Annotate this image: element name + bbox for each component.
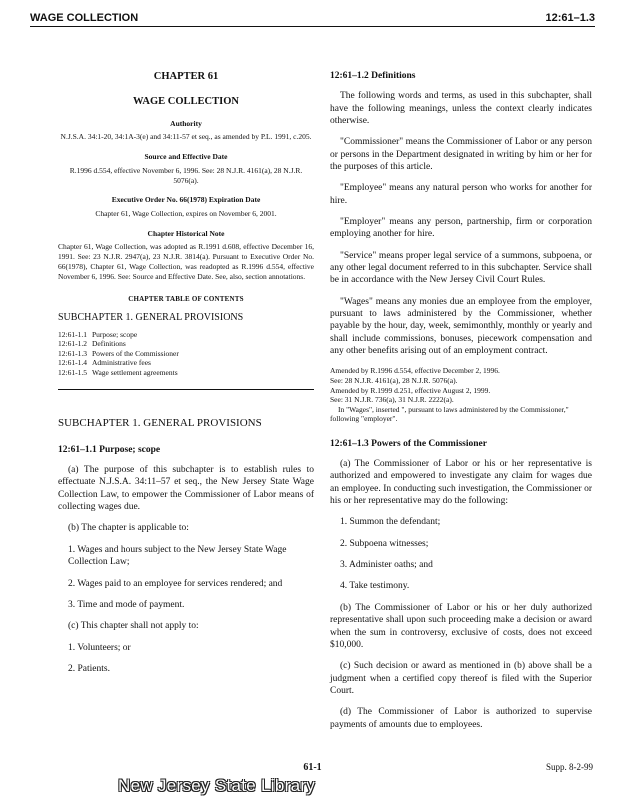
- section-1-1-heading: 12:61–1.1 Purpose; scope: [58, 444, 161, 455]
- toc-entry[interactable]: 12:61-1.1 Purpose; scope: [58, 330, 138, 339]
- section-1-1-b3: 3. Time and mode of payment.: [68, 599, 185, 610]
- header-title: WAGE COLLECTION: [30, 12, 139, 24]
- section-1-3-c: (c) Such decision or award as mentioned in (b) above shall be a judgment when a certified copy thereof is filed with the Superior Court.: [330, 661, 592, 696]
- toc-entry[interactable]: 12:61-1.3 Powers of the Commissioner: [58, 348, 179, 358]
- history-heading: Chapter Historical Note: [147, 228, 225, 238]
- table-of-contents: [58, 330, 314, 377]
- section-1-3-a: (a) The Commissioner of Labor or his or her representative is authorized and empowered to investigate any claim for wages due an employee. In conducting such investigation, the Commissioner or his or her representative may do the following:: [330, 459, 592, 507]
- exec-order-text: Chapter 61, Wage Collection, expires on November 6, 2001.: [95, 208, 277, 218]
- toc-heading: CHAPTER TABLE OF CONTENTS: [128, 295, 244, 304]
- page-number: 61-1: [303, 762, 322, 773]
- source-heading: Source and Effective Date: [144, 152, 228, 162]
- section-divider: [58, 389, 314, 390]
- section-1-1-b1: 1. Wages and hours subject to the New Jersey State Wage Collection Law;: [68, 544, 287, 568]
- section-1-1-b2: 2. Wages paid to an employee for services rendered; and: [68, 578, 283, 589]
- source-text: R.1996 d.554, effective November 6, 1996. See: 28 N.J.R. 4161(a), 28 N.J.R. 5076(a).: [69, 165, 303, 185]
- section-1-1-c2: 2. Patients.: [68, 663, 110, 674]
- supplement-date: Supp. 8-2-99: [546, 762, 593, 772]
- definitions-intro: The following words and terms, as used in this subchapter, shall have the following meanings, unless the context clearly indicates otherwise.: [330, 91, 592, 126]
- chapter-title: CHAPTER 61: [153, 71, 219, 82]
- section-1-1-c: (c) This chapter shall not apply to:: [68, 621, 199, 632]
- definition-employee: "Employee" means any natural person who works for another for hire.: [330, 183, 592, 206]
- section-1-3-a1: 1. Summon the defendant;: [340, 517, 441, 528]
- subchapter-heading: SUBCHAPTER 1. GENERAL PROVISIONS: [58, 416, 262, 429]
- toc-entry[interactable]: 12:61-1.2 Definitions: [58, 339, 126, 349]
- authority-heading: Authority: [170, 118, 202, 128]
- toc-entry[interactable]: 12:61-1.4 Administrative fees: [58, 358, 151, 368]
- definition-service: "Service" means proper legal service of a summons, subpoena, or any other legal document referred to in this subchapter. Service shall be in accordance with the New Jersey Civil Court Rules.: [330, 250, 592, 286]
- left-column: [58, 70, 314, 684]
- header-section: 12:61–1.3: [545, 12, 595, 24]
- amendment-note: See: 31 N.J.R. 736(a), 31 N.J.R. 2222(a).: [330, 395, 454, 405]
- amendment-notes: [330, 366, 592, 424]
- toc-subchapter: SUBCHAPTER 1. GENERAL PROVISIONS: [58, 312, 244, 324]
- authority-text: N.J.S.A. 34:1-20, 34:1A-3(e) and 34:11-57 et seq., as amended by P.L. 1991, c.205.: [60, 132, 312, 142]
- definition-commissioner: "Commissioner" means the Commissioner of Labor or any person or persons in the Department designated in writing by him or her for the purposes of this article.: [330, 137, 592, 172]
- exec-order-heading: Executive Order No. 66(1978) Expiration Date: [111, 195, 261, 205]
- amendment-note: Amended by R.1996 d.554, effective December 2, 1996.: [330, 366, 500, 376]
- section-1-2-heading: 12:61–1.2 Definitions: [330, 71, 416, 81]
- section-1-1-b: (b) The chapter is applicable to:: [68, 523, 189, 534]
- right-column: [330, 70, 592, 740]
- section-1-1-c1: 1. Volunteers; or: [68, 642, 131, 653]
- section-1-3-heading: 12:61–1.3 Powers of the Commissioner: [330, 438, 487, 449]
- section-1-3-b: (b) The Commissioner of Labor or his or her duly authorized representative shall upon such proceeding make a decision or award when the sum in controversy, exclusive of costs, does not exceed $10,000.: [330, 602, 592, 650]
- section-1-1-a: (a) The purpose of this subchapter is to establish rules to effectuate N.J.S.A. 34:11–57 et seq., the New Jersey State Wage Collection Law, to empower the Commissioner of Labor means of collecting wages due.: [58, 465, 314, 513]
- amendment-note: See: 28 N.J.R. 4161(a), 28 N.J.R. 5076(a).: [330, 375, 458, 385]
- amendment-note: In "Wages", inserted ", pursuant to laws administered by the Commissioner," following "employer".: [330, 404, 569, 424]
- definition-employer: "Employer" means any person, partnership, firm or corporation employing another for hire.: [330, 216, 592, 240]
- toc-entry[interactable]: 12:61-1.5 Wage settlement agreements: [58, 367, 178, 377]
- section-1-3-a3: 3. Administer oaths; and: [340, 560, 433, 571]
- section-1-3-d: (d) The Commissioner of Labor is authorized to supervise payments of amounts due to employees.: [330, 707, 592, 730]
- definition-wages: "Wages" means any monies due an employee from the employer, pursuant to laws administered by the Commissioner, whether payable by the hour, day, week, semimonthly, monthly or yearly and shall include commissions, bonuses, piecework compensation and any other benefits arising out of an employment contract.: [330, 296, 592, 356]
- library-watermark: New Jersey State Library: [118, 776, 316, 795]
- section-1-3-a4: 4. Take testimony.: [340, 581, 410, 592]
- running-header: [30, 10, 595, 27]
- chapter-subtitle: WAGE COLLECTION: [133, 96, 239, 108]
- amendment-note: Amended by R.1999 d.251, effective August 2, 1999.: [330, 385, 491, 395]
- section-1-3-a2: 2. Subpoena witnesses;: [340, 538, 429, 549]
- history-text: Chapter 61, Wage Collection, was adopted as R.1991 d.608, effective December 16, 1991. See: 23 N.J.R. 2947(a), 23 N.J.R. 3814(a). Pursuant to Executive Order No. 66(1978), Chapter 61, Wage Collection, was readopted as R.1996 d.554, effective November 6, 1996. See: Source and Effective Date. See, also, section annotations.: [58, 242, 314, 281]
